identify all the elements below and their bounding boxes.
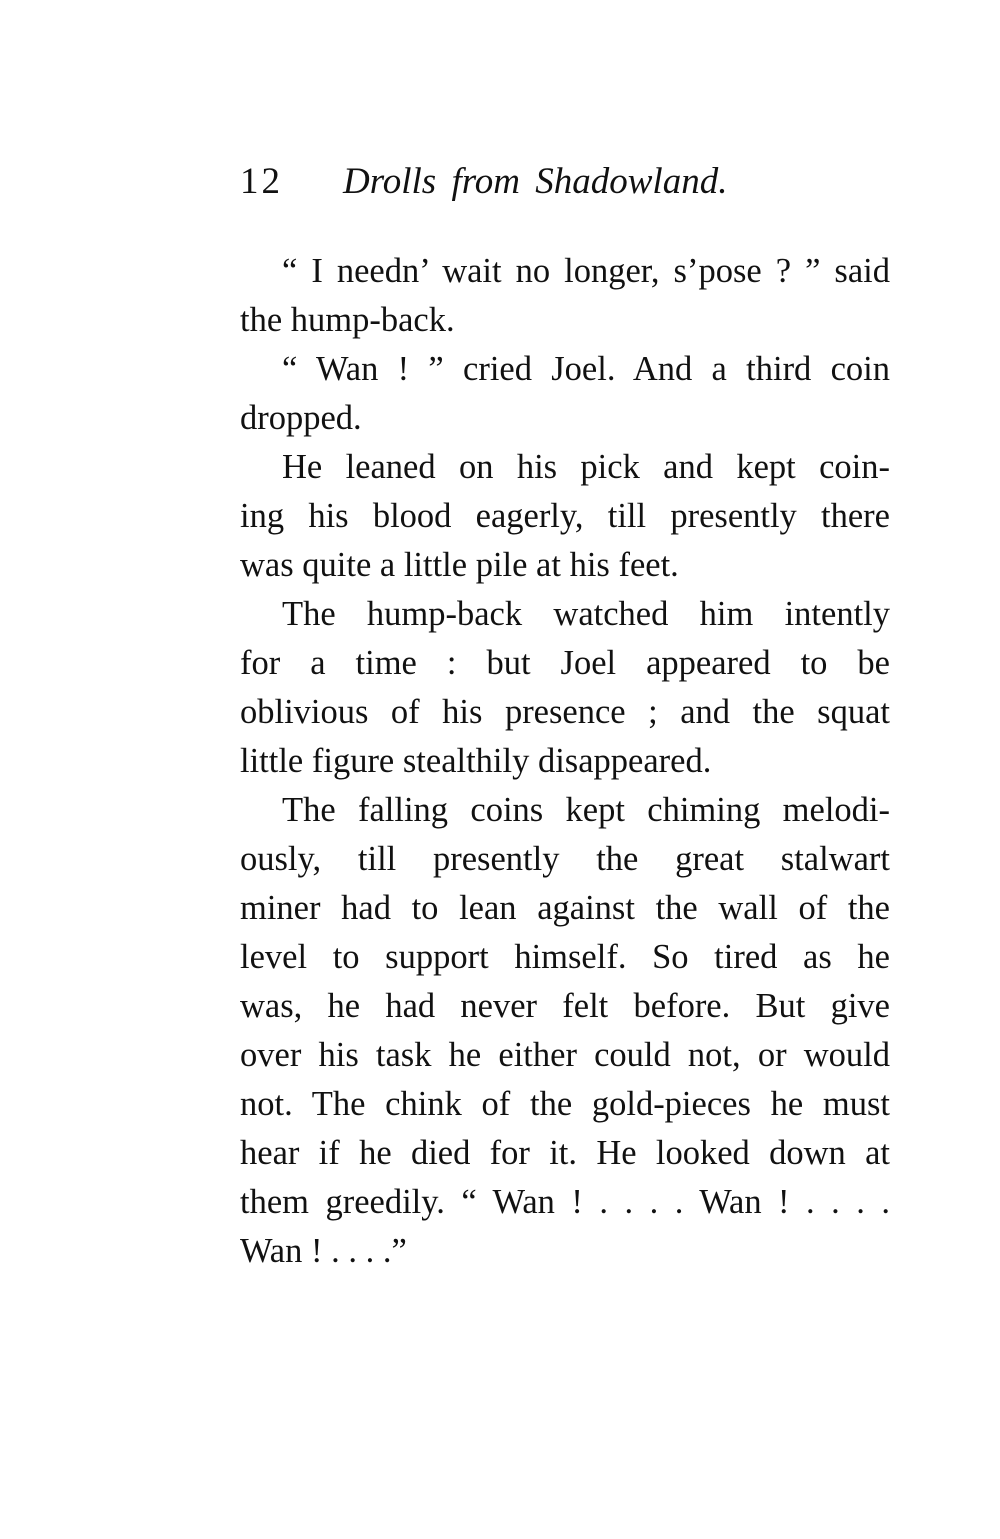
- text-line: little figure stealthily disappeared.: [240, 742, 712, 780]
- text-line: not. The chink of the gold-pieces he must: [240, 1085, 890, 1123]
- text-line: was, he had never felt before. But give: [240, 987, 890, 1025]
- paragraph: [240, 443, 890, 590]
- paragraph: [240, 786, 890, 1276]
- text-line: over his task he either could not, or would: [240, 1036, 890, 1074]
- text-line: was quite a little pile at his feet.: [240, 546, 679, 584]
- text-line: He leaned on his pick and kept coin-: [282, 448, 890, 486]
- text-line: for a time : but Joel appeared to be: [240, 644, 890, 682]
- text-line: level to support himself. So tired as he: [240, 938, 890, 976]
- text-line: ing his blood eagerly, till presently there: [240, 497, 890, 535]
- paragraph: [240, 590, 890, 786]
- book-title: Drolls from Shadowland.: [343, 161, 728, 202]
- text-line: ously, till presently the great stalwart: [240, 840, 890, 878]
- text-line: The hump-back watched him intently: [282, 595, 890, 633]
- body-text: [240, 247, 890, 1276]
- text-line: miner had to lean against the wall of the: [240, 889, 890, 927]
- text-line: The falling coins kept chiming melodi-: [282, 791, 890, 829]
- text-line: “ I needn’ wait no longer, s’pose ? ” said: [282, 252, 890, 290]
- text-line: Wan ! . . . .”: [240, 1232, 407, 1270]
- text-line: the hump-back.: [240, 301, 455, 339]
- text-line: them greedily. “ Wan ! . . . . Wan ! . . . .: [240, 1183, 890, 1221]
- text-line: “ Wan ! ” cried Joel. And a third coin: [282, 350, 890, 388]
- text-line: dropped.: [240, 399, 362, 437]
- paragraph: [240, 345, 890, 443]
- text-line: oblivious of his presence ; and the squat: [240, 693, 890, 731]
- text-line: hear if he died for it. He looked down at: [240, 1134, 890, 1172]
- page-number: 12: [240, 161, 283, 202]
- paragraph: [240, 247, 890, 345]
- running-head: [240, 158, 890, 206]
